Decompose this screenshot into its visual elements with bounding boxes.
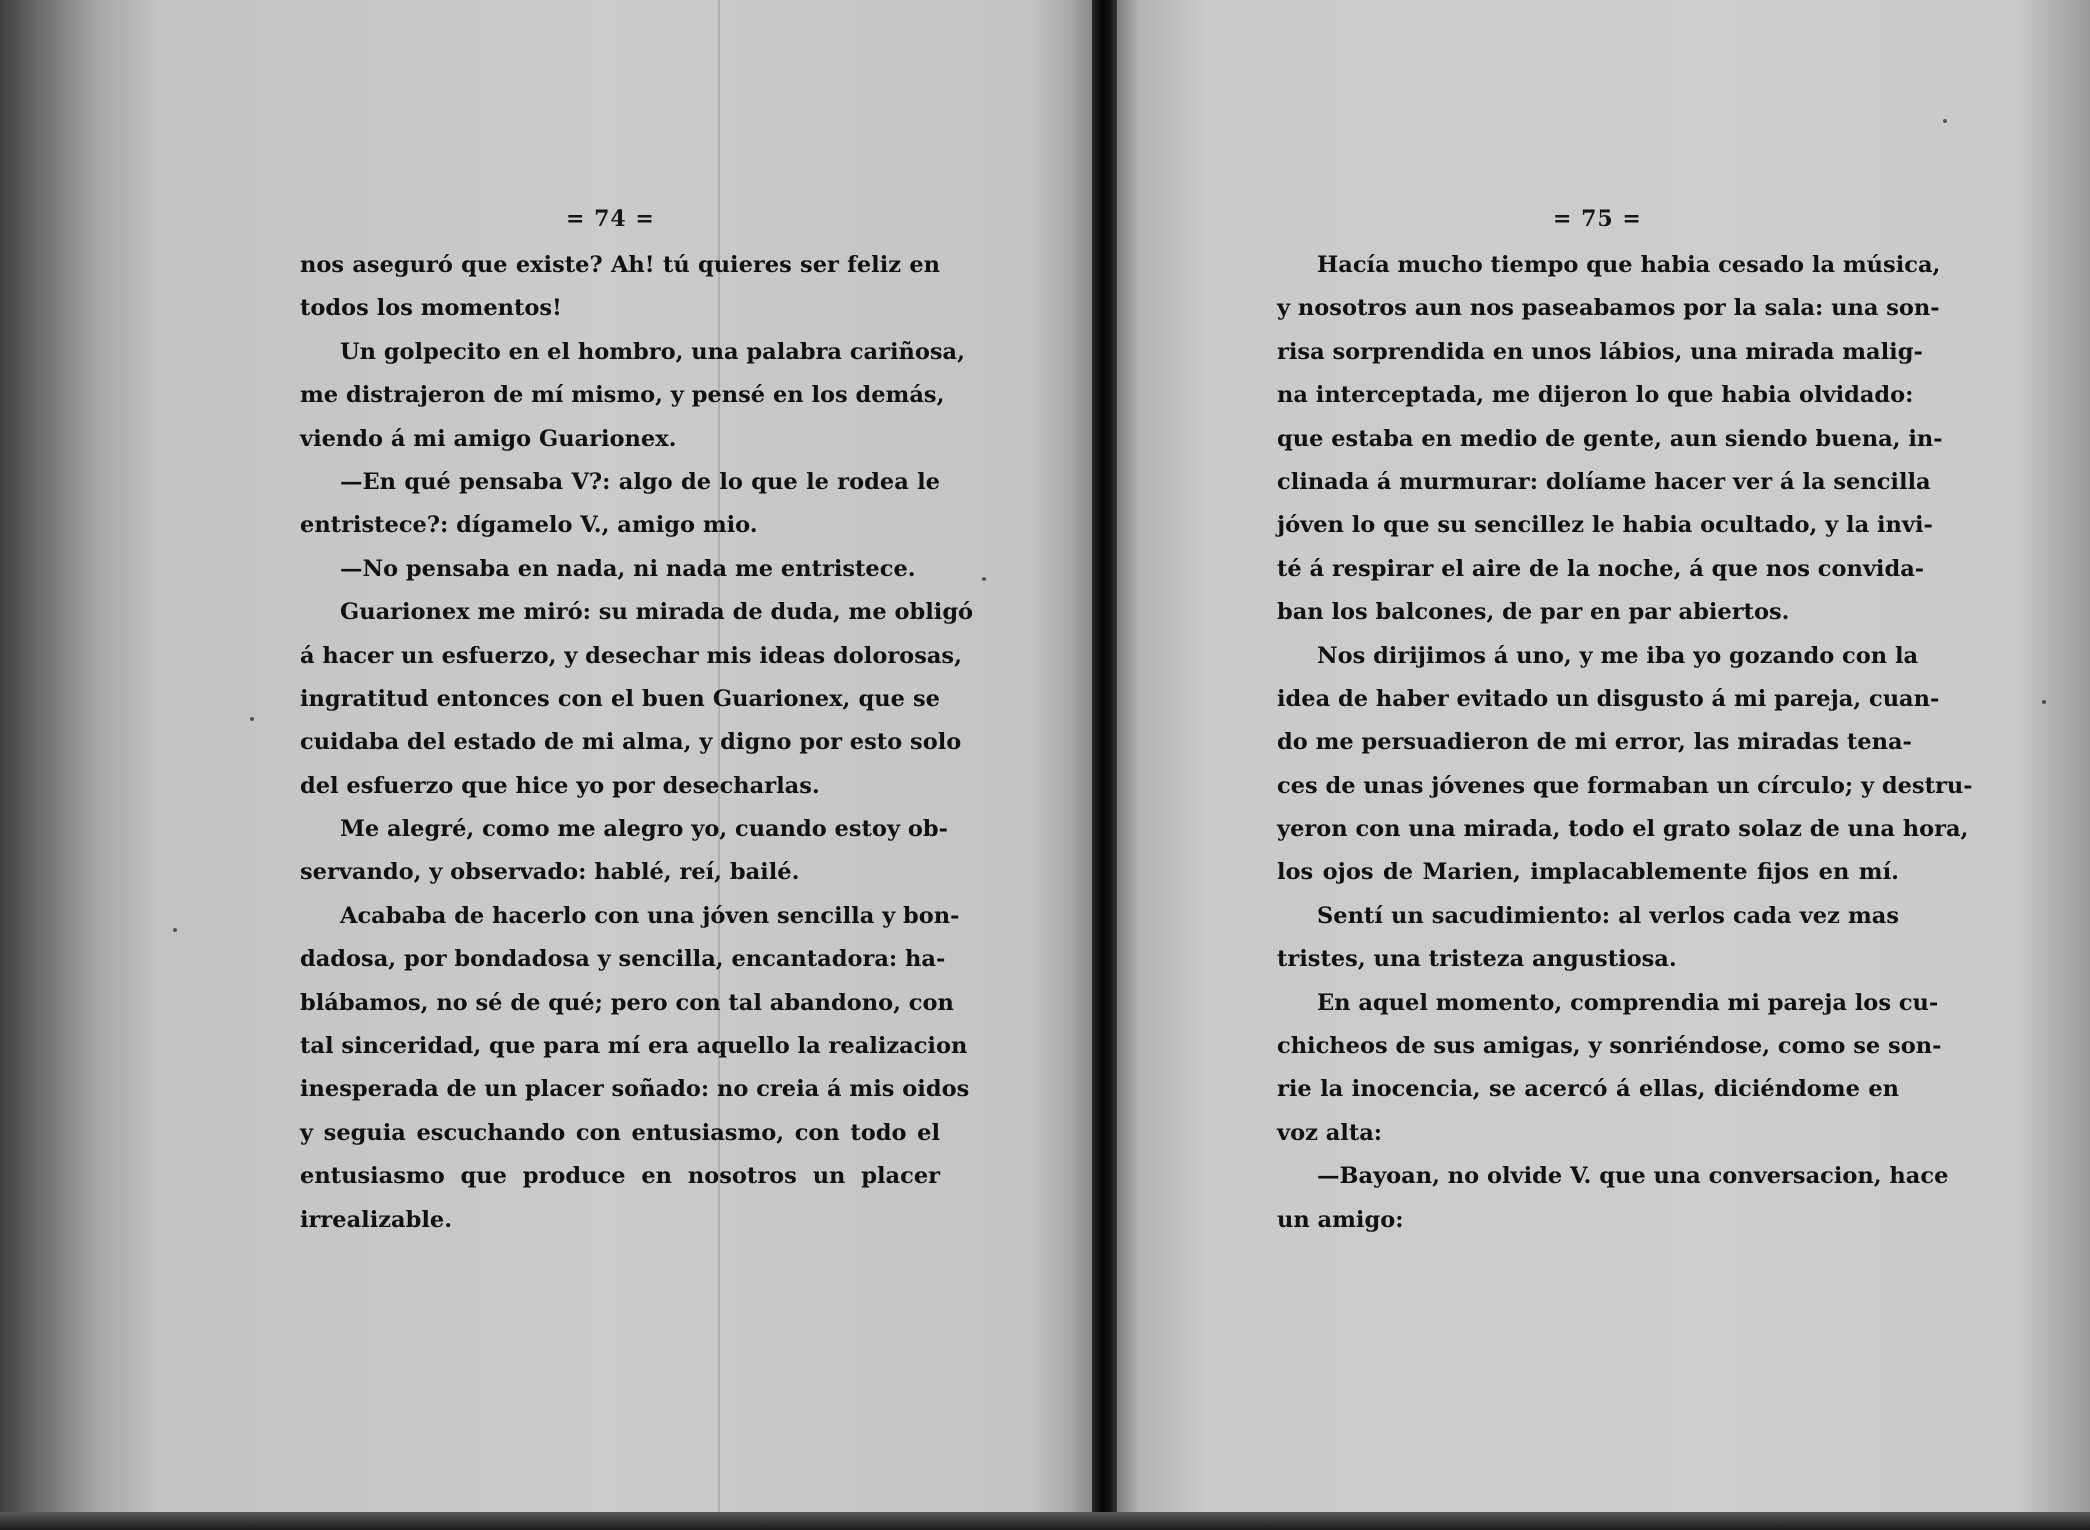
ink-speck: [2042, 700, 2046, 704]
text-line: los ojos de Marien, implacablemente fijos en mí.: [1277, 859, 1899, 886]
page-number-right: = 75 =: [1553, 206, 1642, 232]
text-line: nos aseguró que existe? Ah! tú quieres ser feliz en: [300, 252, 940, 278]
text-line: na interceptada, me dijeron lo que habia olvidado:: [1277, 382, 1914, 409]
text-line: idea de haber evitado un disgusto á mi pareja, cuan-: [1277, 685, 1940, 712]
text-line: dadosa, por bondadosa y sencilla, encantadora: ha-: [300, 946, 946, 973]
text-line: blábamos, no sé de qué; pero con tal abandono, con: [300, 989, 954, 1016]
text-line: y nosotros aun nos paseabamos por la sala: una son-: [1277, 295, 1940, 322]
text-line: á hacer un esfuerzo, y desechar mis ideas dolorosas,: [300, 642, 962, 669]
text-line: —En qué pensaba V?: algo de lo que le rodea le: [340, 468, 940, 495]
text-line: cuidaba del estado de mi alma, y digno por esto solo: [300, 729, 962, 756]
text-line: irrealizable.: [300, 1206, 453, 1233]
text-line: inesperada de un placer soñado: no creia á mis oidos: [300, 1076, 970, 1103]
text-line: chicheos de sus amigas, y sonriéndose, como se son-: [1277, 1033, 1942, 1060]
page-number-left: = 74 =: [566, 206, 655, 232]
text-line: rie la inocencia, se acercó á ellas, diciéndome en: [1277, 1076, 1899, 1103]
page-bottom-edge: [0, 1512, 2090, 1530]
text-line: clinada á murmurar: dolíame hacer ver á la sencilla: [1277, 468, 1931, 495]
text-line: entristece?: dígamelo V., amigo mio.: [300, 512, 758, 539]
text-line: del esfuerzo que hice yo por desecharlas.: [300, 772, 820, 799]
text-line: viendo á mi amigo Guarionex.: [300, 425, 677, 452]
text-line: jóven lo que su sencillez le habia ocultado, y la invi-: [1277, 512, 1933, 539]
text-line: —Bayoan, no olvide V. que una conversacion, hace: [1317, 1163, 1949, 1190]
book-gutter: [1092, 0, 1117, 1530]
text-line: En aquel momento, comprendia mi pareja los cu-: [1317, 989, 1939, 1016]
text-line: ban los balcones, de par en par abiertos.: [1277, 599, 1790, 626]
ink-speck: [173, 928, 177, 932]
text-line: un amigo:: [1277, 1206, 1404, 1233]
text-line: ingratitud entonces con el buen Guarionex, que se: [300, 685, 940, 712]
text-line: y seguia escuchando con entusiasmo, con todo el: [300, 1119, 940, 1146]
text-line: Acababa de hacerlo con una jóven sencilla y bon-: [340, 902, 960, 929]
text-line: tal sinceridad, que para mí era aquello la realizacion: [300, 1033, 968, 1060]
text-line: Hacía mucho tiempo que habia cesado la música,: [1317, 252, 1941, 278]
text-line: yeron con una mirada, todo el grato solaz de una hora,: [1277, 816, 1969, 843]
text-line: Me alegré, como me alegro yo, cuando estoy ob-: [340, 816, 948, 843]
text-line: Un golpecito en el hombro, una palabra cariñosa,: [340, 338, 965, 365]
text-line: —No pensaba en nada, ni nada me entristece.: [340, 555, 916, 582]
text-line: me distrajeron de mí mismo, y pensé en los demás,: [300, 382, 945, 409]
text-line: tristes, una tristeza angustiosa.: [1277, 946, 1677, 973]
right-page-text: [1277, 244, 1973, 1242]
ink-speck: [250, 717, 254, 721]
text-line: todos los momentos!: [300, 295, 562, 322]
text-line: Nos dirijimos á uno, y me iba yo gozando con la: [1317, 642, 1919, 669]
left-page-text: [300, 244, 974, 1242]
text-line: Sentí un sacudimiento: al verlos cada vez mas: [1317, 902, 1899, 929]
text-line: Guarionex me miró: su mirada de duda, me obligó: [340, 599, 974, 626]
ink-speck: [982, 577, 986, 581]
text-line: ces de unas jóvenes que formaban un círculo; y destru-: [1277, 772, 1973, 799]
text-line: entusiasmo que produce en nosotros un placer: [300, 1163, 940, 1190]
text-line: voz alta:: [1277, 1119, 1383, 1146]
ink-speck: [1943, 119, 1947, 123]
text-line: do me persuadieron de mi error, las miradas tena-: [1277, 729, 1912, 756]
text-line: té á respirar el aire de la noche, á que nos convida-: [1277, 555, 1925, 582]
text-line: servando, y observado: hablé, reí, bailé.: [300, 859, 800, 886]
text-line: que estaba en medio de gente, aun siendo buena, in-: [1277, 425, 1943, 452]
right-page: [1117, 0, 2090, 1515]
text-line: risa sorprendida en unos lábios, una mirada malig-: [1277, 338, 1923, 365]
